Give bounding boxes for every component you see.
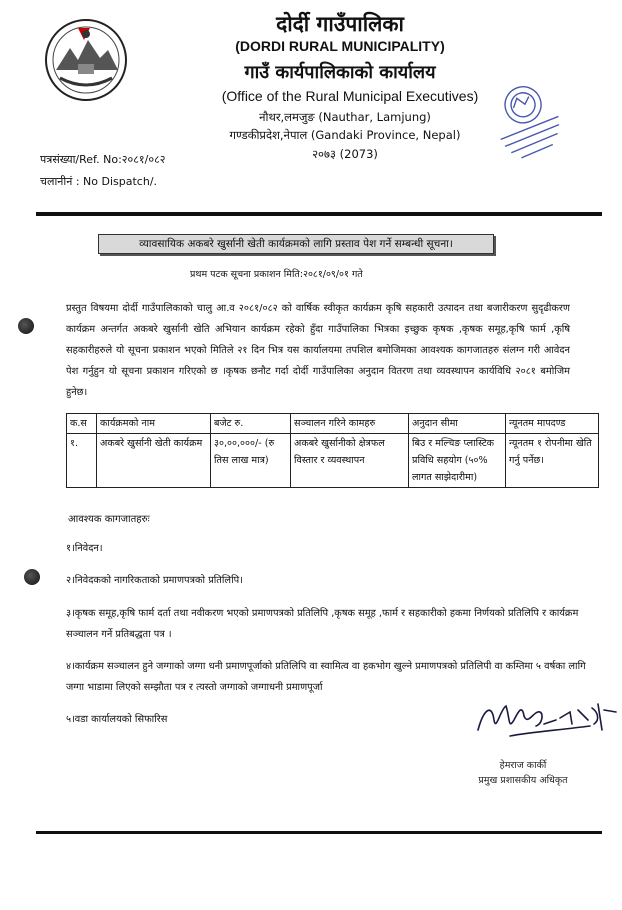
program-table (66, 413, 599, 488)
handwritten-signature (470, 690, 620, 750)
municipality-name-english: (DORDI RURAL MUNICIPALITY) (235, 38, 445, 54)
table-row (67, 434, 599, 488)
nepal-emblem-logo (44, 18, 128, 102)
cell-program-name: अकबरे खुर्सानी खेती कार्यक्रम (97, 434, 211, 488)
documents-heading: आवश्यक कागजातहरुः (68, 514, 150, 525)
notice-subject: व्यावसायिक अकबरे खुर्सानी खेती कार्यक्रमको लागि प्रस्ताव पेश गर्ने सम्बन्धी सूचना। (98, 234, 494, 254)
signatory-name: हेमराज कार्की (499, 760, 547, 771)
cell-grant-limit: बिउ र मल्चिङ प्लास्टिक प्रविधि सहयोग (५०% लागत साझेदारीमा) (409, 434, 506, 488)
cell-minimum-criteria: न्यूनतम १ रोपनीमा खेति गर्नु पर्नेछ। (506, 434, 599, 488)
dispatch-number: चलानीनं : No Dispatch/. (40, 175, 158, 188)
punch-hole-mark (18, 318, 34, 334)
document-item: ३।कृषक समूह,कृषि फार्म दर्ता तथा नवीकरण भएको प्रमाणपत्रको प्रतिलिपि ,कृषक समूह ,फार्म र सहकारीको हकमा निर्णयको प्रतिलिपि र कार्यक्रम सञ्चालन गर्ने प्रतिबद्धता पत्र । (66, 608, 579, 640)
address-line-2: गण्डकीप्रदेश,नेपाल (Gandaki Province, Nepal) (229, 128, 461, 142)
document-item: ५।वडा कार्यालयको सिफारिस (66, 714, 168, 725)
document-item: १।निवेदन। (66, 543, 103, 554)
office-name-nepali: गाउँ कार्यपालिकाको कार्यालय (244, 62, 436, 83)
table-header-row (67, 414, 599, 434)
col-header-budget: बजेट रु. (211, 414, 291, 434)
signatory-designation: प्रमुख प्रशासकीय अधिकृत (478, 775, 568, 786)
col-header-program-name: कार्यक्रमको नाम (97, 414, 211, 434)
col-header-activities: सञ्चालन गरिने कामहरु (291, 414, 409, 434)
reference-number: पत्रसंख्या/Ref. No:२०८१/०८२ (40, 153, 166, 166)
cell-activities: अकबरे खुर्सानीको क्षेत्रफल विस्तार र व्यवस्थापन (291, 434, 409, 488)
publication-date: प्रथम पटक सूचना प्रकाशन मिति:२०८१/०९/०१ गते (190, 269, 363, 280)
cell-budget: ३०,००,०००/- (रु तिस लाख मात्र) (211, 434, 291, 488)
official-stamp-seal (488, 74, 568, 166)
notice-body: प्रस्तुत विषयमा दोर्दी गाउँपालिकाको चालु आ.व २०८१/०८२ को वार्षिक स्वीकृत कार्यक्रम कृषि सहकारी उत्पादन तथा बजारीकरण सुदृढीकरण कार्यक्रम अन्तर्गत अकबरे खुर्सानी खेति अभियान कार्यक्रम रहेको हुँदा गाउँपालिका भित्रका इच्छुक कृषक ,कृषक समूह,कृषि फार्म ,कृषि सहकारीहरुले यो सूचना प्रकाशन भएको मितिले २१ दिन भित्र यस कार्यालयमा तपशिल बमोजिमका आवश्यक कागजातहरु संलग्न गरी आवेदन पेश गर्नुहुन यो सूचना प्रकाशन गरिएको छ ।कृषक छनौट गर्दा दोर्दी गाउँपालिका अनुदान वितरण तथा व्यवस्थापन कार्यविधि २०८१ बमोजिम हुनेछ। (66, 303, 570, 398)
document-item: ४।कार्यक्रम सञ्चालन हुने जग्गाको जग्गा धनी प्रमाणपूर्जाको प्रतिलिपि वा स्वामित्व वा हकभोग खुल्ने प्रमाणपत्रको प्रतिलिपी वा कम्तिमा ५ वर्षका लागि जग्गा भाडामा लिएको सम्झौता पत्र र त्यस्तो जग्गाको जग्गाधनी प्रमाणपूर्जा (66, 661, 586, 693)
cell-serial: १. (67, 434, 97, 488)
col-header-serial: क.स (67, 414, 97, 434)
punch-hole-mark (24, 569, 40, 585)
col-header-grant-limit: अनुदान सीमा (409, 414, 506, 434)
address-line-1: नौथर,लमजुङ (Nauthar, Lamjung) (259, 110, 431, 124)
established-year: २०७३ (2073) (312, 147, 378, 161)
col-header-minimum-criteria: न्यूनतम मापदण्ड (506, 414, 599, 434)
municipality-name-nepali: दोर्दी गाउँपालिका (276, 12, 404, 36)
header-divider (36, 212, 602, 216)
footer-divider (36, 831, 602, 834)
office-name-english: (Office of the Rural Municipal Executives) (221, 88, 479, 104)
signatory-block (468, 758, 578, 788)
document-item: २।निवेदकको नागरिकताको प्रमाणपत्रको प्रतिलिपि। (66, 575, 243, 586)
